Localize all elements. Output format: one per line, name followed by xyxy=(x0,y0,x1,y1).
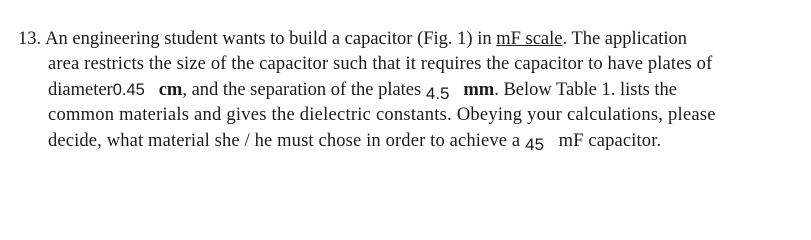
question-line-2: area restricts the size of the capacitor such that it requires the capacitor to have plates of xyxy=(48,54,713,74)
separation-unit: mm xyxy=(463,80,495,100)
question-number: 13. xyxy=(18,29,42,49)
question-text-part: . Below Table 1. lists the xyxy=(494,80,678,100)
question-text-part: An engineering student wants to build a capacitor (Fig. 1) in xyxy=(45,29,497,49)
diameter-label: diameter xyxy=(48,80,113,100)
question-text-part: , and the separation of the plates xyxy=(182,80,426,100)
diameter-value: 0.45 xyxy=(112,81,145,99)
separation-value: 4.5 xyxy=(425,84,450,103)
question-line-4: common materials and gives the dielectric constants. Obeying your calculations, please xyxy=(48,105,716,125)
question-text-part: . The application xyxy=(562,29,687,49)
question-block xyxy=(18,27,798,154)
diameter-unit: cm xyxy=(158,80,183,100)
question-line-3 xyxy=(18,77,798,103)
unit-scale-text: mF scale xyxy=(496,29,563,49)
question-line-5 xyxy=(18,128,798,154)
question-line-1 xyxy=(18,27,798,52)
capacitance-value: 45 xyxy=(525,135,545,154)
question-text-part: mF capacitor. xyxy=(553,131,662,151)
question-text-part: decide, what material she / he must chose in order to achieve a xyxy=(48,131,526,151)
